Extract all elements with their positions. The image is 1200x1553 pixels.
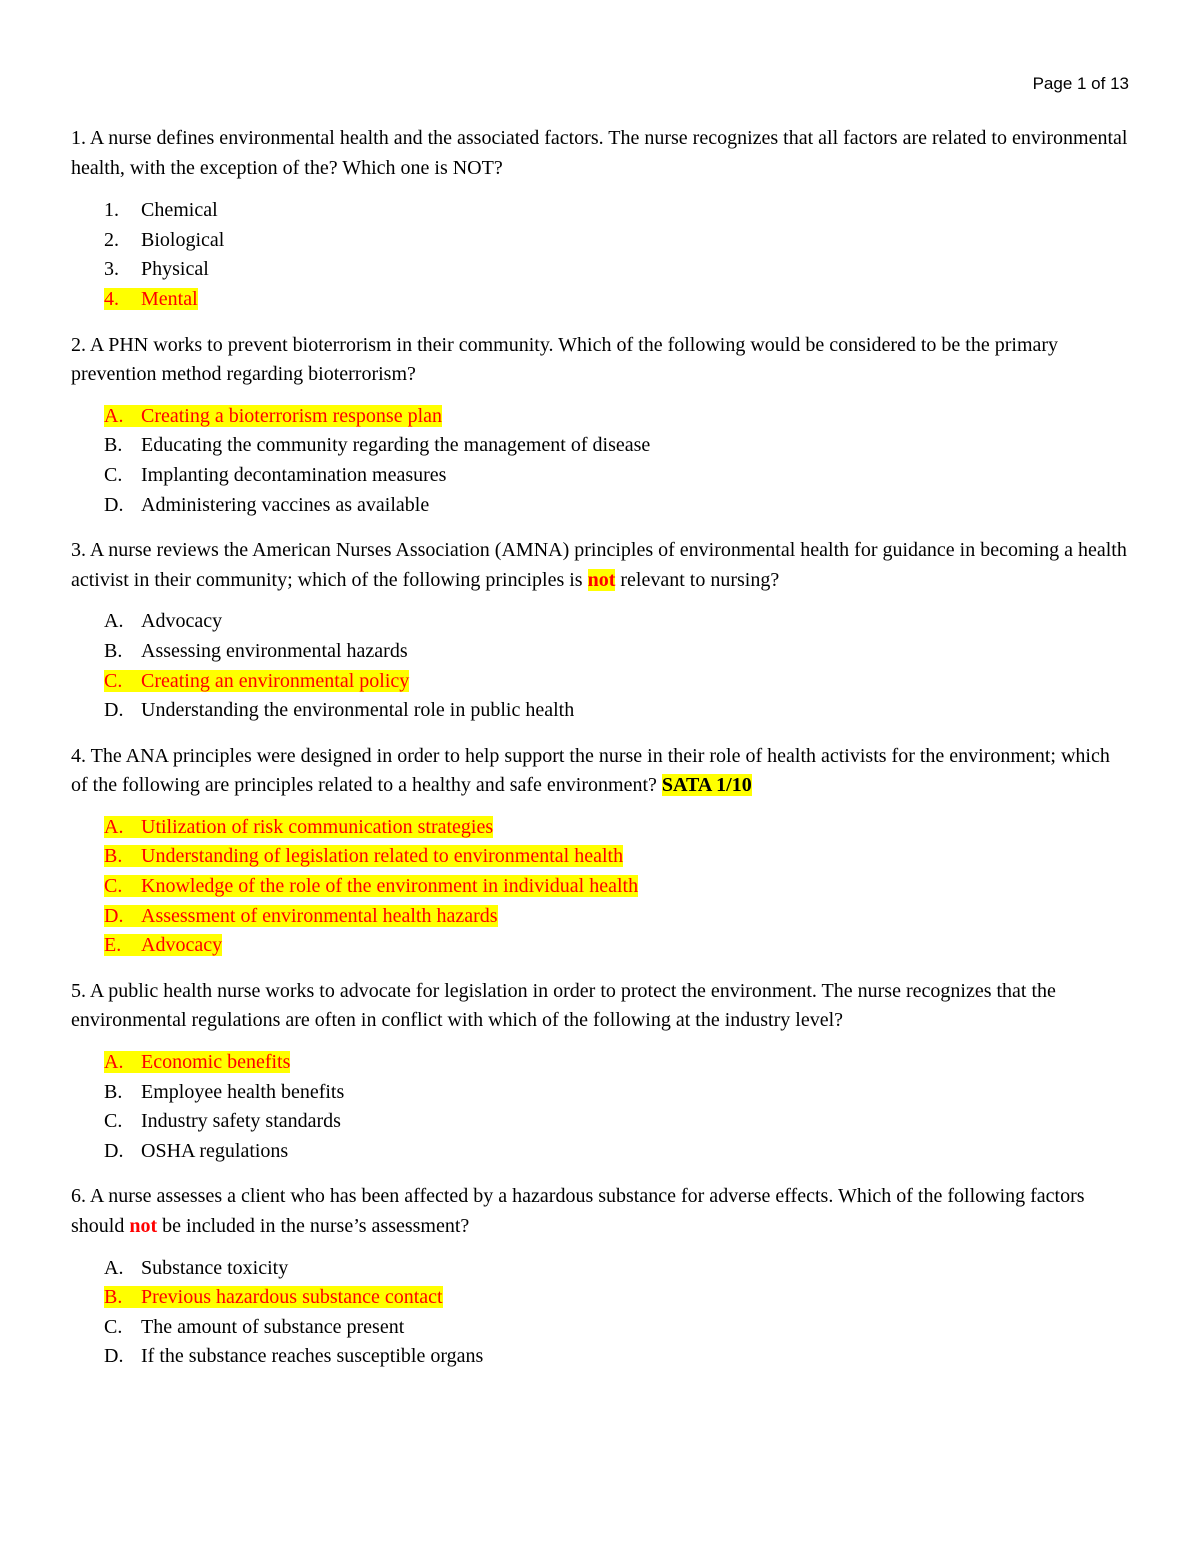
option-marker: A.: [104, 404, 124, 427]
answer-options: [71, 402, 1131, 520]
answer-option: [71, 607, 1131, 637]
answer-option: [71, 226, 1131, 256]
option-marker: B.: [104, 1080, 123, 1103]
answer-options: [71, 196, 1131, 314]
option-text: If the substance reaches susceptible organs: [141, 1345, 484, 1368]
question-stem: [71, 1182, 1131, 1241]
sata-tag: SATA 1/10: [661, 774, 752, 797]
option-text: Implanting decontamination measures: [141, 463, 447, 486]
option-marker: B.: [104, 434, 123, 457]
option-marker: 2.: [104, 228, 119, 251]
answer-option: [71, 1342, 1131, 1372]
option-marker: C.: [104, 875, 123, 898]
stem-text: 4. The ANA principles were designed in order to help support the nurse in their role of health activists for the environment; which of the following are principles related to a healthy and safe environment?: [71, 744, 1110, 797]
question-stem: 1. A nurse defines environmental health and the associated factors. The nurse recognizes that all factors are related to environmental health, with the exception of the? Which one is NOT?: [71, 127, 1128, 179]
answer-option: [71, 1254, 1131, 1284]
answer-option-highlighted: [71, 931, 1131, 961]
answer-option: [71, 1107, 1131, 1137]
option-marker: 1.: [104, 199, 119, 222]
option-text: Substance toxicity: [141, 1256, 289, 1279]
answer-option: [71, 1137, 1131, 1167]
option-text: Previous hazardous substance contact: [141, 1286, 443, 1309]
emphasis-not: not: [129, 1215, 158, 1237]
question-stem: 2. A PHN works to prevent bioterrorism in their community. Which of the following would be considered to be the primary prevention method regarding bioterrorism?: [71, 333, 1059, 386]
answer-option-highlighted: [71, 872, 1131, 902]
answer-options: [71, 813, 1131, 961]
question-5: [71, 977, 1131, 1167]
option-text: Educating the community regarding the management of disease: [141, 434, 651, 457]
option-marker: 3.: [104, 258, 119, 281]
option-marker: A.: [104, 1256, 124, 1279]
option-marker: E.: [104, 934, 122, 957]
answer-option: [71, 696, 1131, 726]
option-marker: D.: [104, 1345, 124, 1368]
stem-text: relevant to nursing?: [615, 568, 780, 591]
option-marker: B.: [104, 1286, 123, 1309]
answer-option: [71, 1078, 1131, 1108]
option-marker: B.: [104, 639, 123, 662]
document-body: [71, 124, 1131, 1388]
answer-option-highlighted: [71, 402, 1131, 432]
option-text: OSHA regulations: [141, 1139, 289, 1162]
answer-option: [71, 491, 1131, 521]
answer-option: [71, 637, 1131, 667]
answer-option-highlighted: [71, 1283, 1131, 1313]
option-marker: D.: [104, 1139, 124, 1162]
answer-options: [71, 607, 1131, 725]
option-text: Chemical: [141, 199, 218, 222]
question-stem: 5. A public health nurse works to advocate for legislation in order to protect the environment. The nurse recognizes that the environmental regulations are often in conflict with which of the following at the industry level?: [71, 979, 1056, 1032]
stem-text: 6. A nurse assesses a client who has been affected by a hazardous substance for adverse effects. Which of the following factors should: [71, 1185, 1085, 1237]
stem-text: 3. A nurse reviews the American Nurses Association (AMNA) principles of environmental health for guidance in becoming a health activist in their community; which of the following principles is: [71, 539, 1127, 591]
question-2: [71, 331, 1131, 521]
option-text: Physical: [141, 258, 209, 281]
option-marker: C.: [104, 669, 123, 692]
option-text: Advocacy: [141, 610, 223, 633]
answer-option: [71, 1313, 1131, 1343]
option-text: Knowledge of the role of the environment in individual health: [141, 875, 639, 898]
answer-options: [71, 1048, 1131, 1166]
option-marker: A.: [104, 815, 124, 838]
option-text: Employee health benefits: [141, 1080, 345, 1103]
option-text: Understanding of legislation related to environmental health: [141, 845, 624, 868]
option-text: Utilization of risk communication strategies: [141, 815, 494, 838]
emphasis-not: not: [587, 568, 616, 591]
question-4: [71, 742, 1131, 961]
option-marker: C.: [104, 463, 123, 486]
option-text: Understanding the environmental role in public health: [141, 699, 575, 722]
answer-options: [71, 1254, 1131, 1372]
option-marker: A.: [104, 610, 124, 633]
option-text: Advocacy: [141, 934, 223, 957]
option-text: Creating an environmental policy: [141, 669, 410, 692]
option-text: Industry safety standards: [141, 1110, 341, 1133]
answer-option-highlighted: [71, 285, 1131, 315]
stem-text: be included in the nurse’s assessment?: [157, 1215, 470, 1237]
option-marker: C.: [104, 1315, 123, 1338]
option-text: Administering vaccines as available: [141, 493, 430, 516]
option-marker: C.: [104, 1110, 123, 1133]
option-text: Assessing environmental hazards: [141, 639, 408, 662]
answer-option: [71, 255, 1131, 285]
answer-option-highlighted: [71, 813, 1131, 843]
option-text: Biological: [141, 228, 225, 251]
option-text: The amount of substance present: [141, 1315, 405, 1338]
answer-option-highlighted: [71, 1048, 1131, 1078]
answer-option: [71, 461, 1131, 491]
page-number: Page 1 of 13: [1032, 74, 1129, 93]
question-stem: [71, 536, 1131, 595]
question-stem: [71, 742, 1131, 801]
option-text: Economic benefits: [141, 1051, 291, 1074]
option-marker: B.: [104, 845, 123, 868]
option-marker: D.: [104, 904, 124, 927]
option-marker: 4.: [104, 287, 119, 310]
answer-option: [71, 196, 1131, 226]
option-marker: A.: [104, 1051, 124, 1074]
question-3: [71, 536, 1131, 726]
option-marker: D.: [104, 699, 124, 722]
question-1: [71, 124, 1131, 315]
option-text: Creating a bioterrorism response plan: [141, 404, 443, 427]
option-marker: D.: [104, 493, 124, 516]
question-6: [71, 1182, 1131, 1372]
option-text: Assessment of environmental health hazards: [141, 904, 498, 927]
answer-option-highlighted: [71, 902, 1131, 932]
answer-option-highlighted: [71, 667, 1131, 697]
answer-option-highlighted: [71, 842, 1131, 872]
answer-option: [71, 431, 1131, 461]
option-text: Mental: [141, 287, 198, 310]
